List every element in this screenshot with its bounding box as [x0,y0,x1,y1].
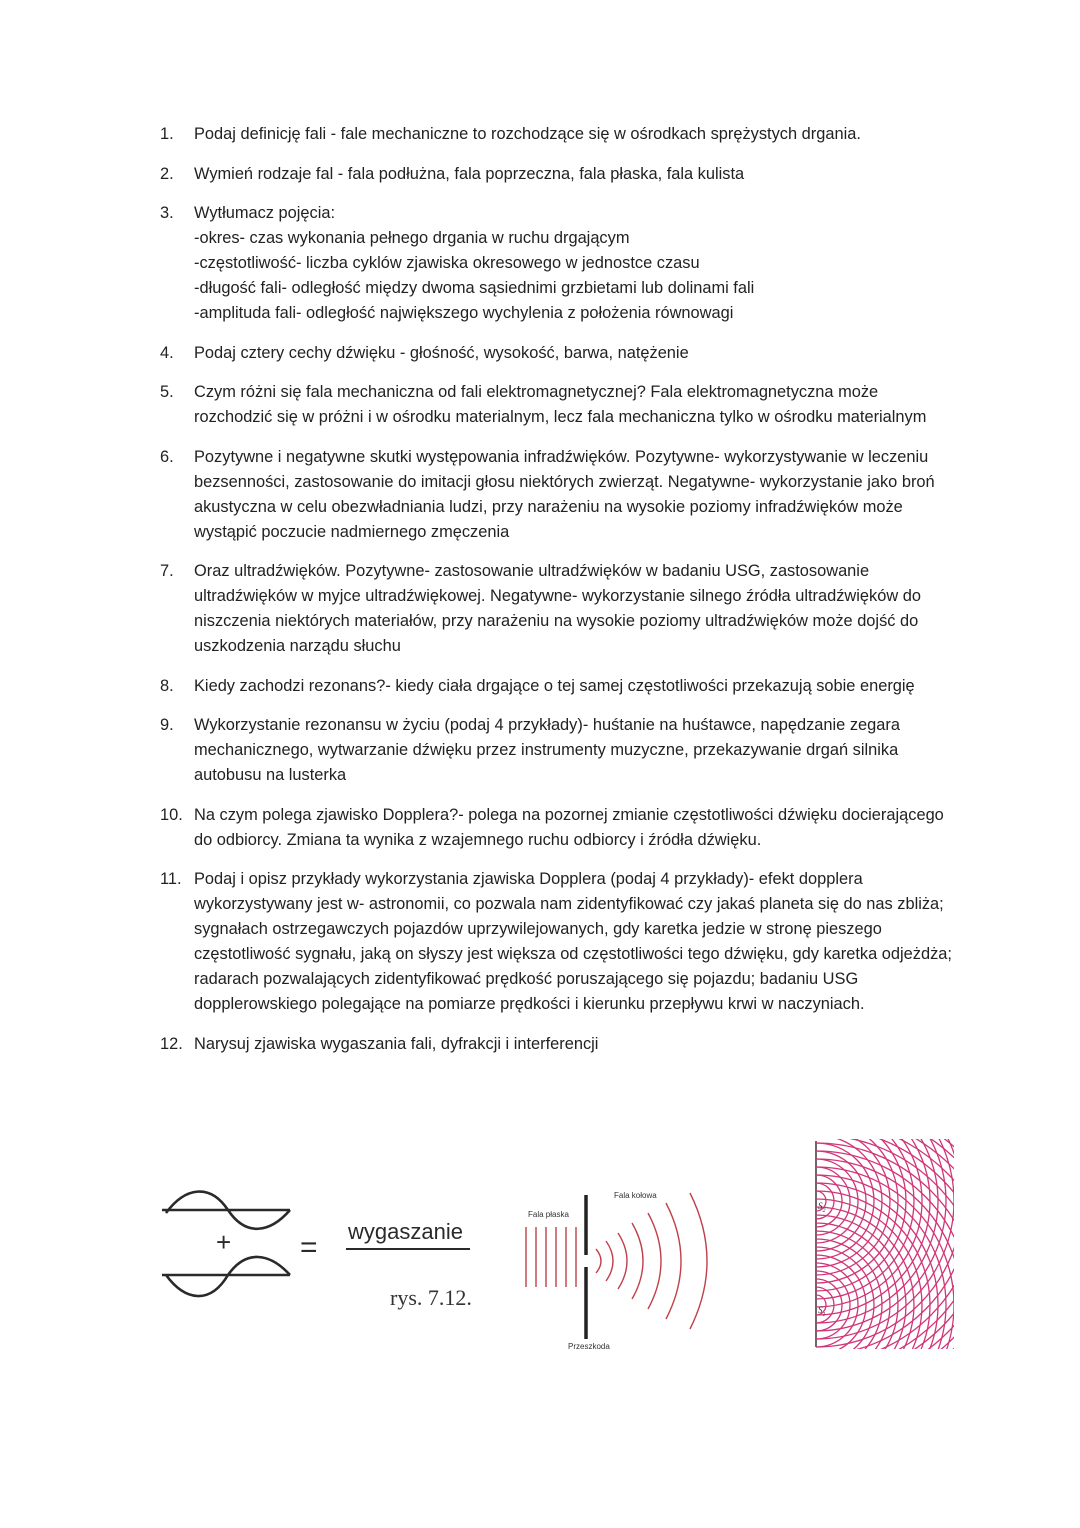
question-item [160,559,960,659]
question-text: Wymień rodzaje fal - fala podłużna, fala poprzeczna, fala płaska, fala kulista [194,164,745,183]
question-number: 4. [160,343,174,362]
question-number: 2. [160,164,174,183]
question-number: 9. [160,716,174,734]
figures-row [0,1135,1080,1365]
question-item [160,867,960,1017]
question-text: Podaj i opisz przykłady wykorzystania zjawiska Dopplera (podaj 4 przykłady)- efekt dopplera wykorzystywany jest w- astronomii, co pozwala nam zidentyfikować czy jakaś planeta się do nas zbliża; sygnałach ostrzegawczych pojazdów uprzywilejowanych, gdy karetka jedzie w stronę pieszego częstotliwość sygnału, jaką on słyszy jest większa od częstotliwości tego dźwięku, gdy karetka odjeżdża; radarach pozwalających zidentyfikować prędkość poruszającego się pojazdu; badaniu USG dopplerowskiego polegające na pomiarze prędkości i kierunku przepływu krwi w naczyniach. [194,870,952,1013]
question-item [160,674,960,699]
figures-svg [0,1135,1080,1365]
question-text: Podaj definicję fali - fale mechaniczne to rozchodzące się w ośrodkach sprężystych drgania. [194,125,861,143]
question-text: Pozytywne i negatywne skutki występowania infradźwięków. Pozytywne- wykorzystywanie w leczeniu bezsenności, zastosowanie do imitacji głosu niektórych zwierząt. Negatywne- wykorzystanie jako broń akustyczna w celu obezwładniania ludzi, przy narażeniu na wysokie poziomy infradźwięków może wystąpić poczucie nadmiernego zmęczenia [194,447,935,541]
question-item [160,803,960,853]
diffraction-figure [526,1191,707,1351]
figure-caption: rys. 7.12. [390,1285,472,1310]
question-item [160,122,960,147]
question-text: Wykorzystanie rezonansu w życiu (podaj 4 przykłady)- huśtanie na huśtawce, napędzanie zegara mechanicznego, wytwarzanie dźwięku przez instrumenty muzyczne, przekazywanie drgań silnika autobusu na lusterka [194,716,900,784]
circular-wave-label: Fala kołowa [614,1191,657,1200]
question-item [160,341,960,366]
question-number: 7. [160,562,174,580]
circular-wave-arcs [596,1193,707,1329]
question-text: Kiedy zachodzi rezonans?- kiedy ciała drgające o tej samej częstotliwości przekazują sobie energię [194,676,915,695]
question-item [160,162,960,187]
question-item [160,713,960,788]
plane-wave-label: Fala płaska [528,1210,569,1219]
sine-wave-top [162,1192,290,1229]
sine-wave-bottom [162,1257,290,1296]
cancellation-label: wygaszanie [348,1219,463,1244]
cancellation-figure [162,1192,472,1310]
question-text: Oraz ultradźwięków. Pozytywne- zastosowanie ultradźwięków w badaniu USG, zastosowanie ultradźwięków w myjce ultradźwiękowej. Negatywne- wykorzystanie silnego źródła ultradźwięków do niszczenia niektórych materiałów, przy narażeniu na wysokie poziomy ultradźwięków może dojść do uszkodzenia narządu słuchu [194,562,921,655]
question-number: 3. [160,204,174,222]
question-number: 10. [160,805,183,824]
question-text: Na czym polega zjawisko Dopplera?- polega na pozornej zmianie częstotliwości dźwięku docierającego do odbiorcy. Zmiana ta wynika z wzajemnego ruchu odbiorcy i źródła dźwięku. [194,805,944,849]
question-number: 11. [160,870,182,888]
question-number: 12. [160,1034,183,1053]
obstacle-label: Przeszkoda [568,1342,610,1351]
question-text: Podaj cztery cechy dźwięku - głośność, wysokość, barwa, natężenie [194,343,689,362]
question-item [160,1032,960,1057]
equals-sign: = [300,1231,318,1264]
plus-sign: + [216,1227,232,1257]
question-item [160,201,960,326]
plane-wave-lines [526,1227,576,1287]
question-number: 1. [160,125,174,143]
question-number: 6. [160,447,174,466]
question-text: Narysuj zjawiska wygaszania fali, dyfrakcji i interferencji [194,1034,599,1053]
question-item [160,380,960,430]
interference-figure [590,1135,1042,1365]
question-number: 8. [160,676,174,695]
question-number: 5. [160,383,174,401]
question-list [160,122,960,1071]
source-s2-label: $S_2$ [818,1201,826,1214]
question-text: Czym różni się fala mechaniczna od fali elektromagnetycznej? Fala elektromagnetyczna może rozchodzić się w próżni i w ośrodku materialnym, lecz fala mechaniczna tylko w ośrodku materialnym [194,383,927,426]
source-s1-label: $S_1$ [818,1305,826,1318]
question-text: Wytłumacz pojęcia: -okres- czas wykonania pełnego drgania w ruchu drgającym -częstotliwość- liczba cyklów zjawiska okresowego w jednostce czasu -długość fali- odległość między dwoma sąsiednimi grzbietami lub dolinami fali -amplituda fali- odległość największego wychylenia z położenia równowagi [194,204,755,322]
question-item [160,445,960,545]
